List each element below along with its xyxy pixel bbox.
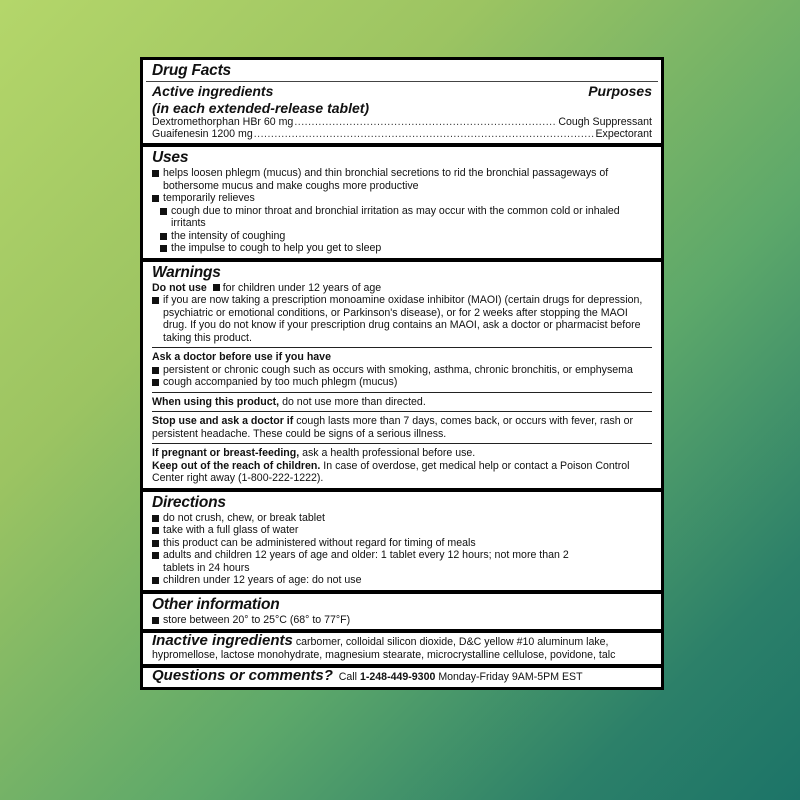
ingredient-name: Dextromethorphan HBr 60 mg xyxy=(152,116,294,128)
list-item: adults and children 12 years of age and older: 1 tablet every 12 hours; not more than 2 tablets in 24 hours xyxy=(152,549,652,574)
list-item: persistent or chronic cough such as occurs with smoking, asthma, chronic bronchitis, or emphysema xyxy=(152,364,652,377)
list-item: cough accompanied by too much phlegm (mucus) xyxy=(152,376,652,389)
inactive-ingredients-text: carbomer, colloidal silicon dioxide, D&C yellow #10 aluminum lake, hypromellose, lactose monohydrate, magnesium stearate, microcrystalline cellulose, povidone, talc xyxy=(152,636,616,661)
sub-list-item: the impulse to cough to help you get to sleep xyxy=(160,242,652,255)
ask-doctor-label: Ask a doctor before use if you have xyxy=(152,351,331,363)
questions-section xyxy=(146,668,658,687)
inactive-ingredients-section xyxy=(146,633,658,664)
keep-out-text: In case of overdose, get medical help or contact a Poison Control Center right away (1-800-222-1222). xyxy=(152,459,630,484)
warnings-section xyxy=(146,262,658,488)
active-ingredients-subheading: (in each extended-release tablet) xyxy=(152,100,370,116)
directions-heading: Directions xyxy=(152,493,226,511)
questions-heading: Questions or comments? xyxy=(152,667,333,684)
divider xyxy=(152,392,652,393)
keep-out-label: Keep out of the reach of children. xyxy=(152,459,321,472)
divider xyxy=(152,347,652,348)
call-label: Call xyxy=(338,671,358,683)
ingredient-purpose: Cough Suppressant xyxy=(558,116,652,128)
active-ingredients-heading: Active ingredients xyxy=(152,83,274,99)
leader-dots xyxy=(254,129,595,141)
do-not-use xyxy=(152,282,652,295)
stop-use-label: Stop use and ask a doctor if xyxy=(152,415,294,427)
when-using-label: When using this product, xyxy=(152,395,280,408)
purposes-heading: Purposes xyxy=(588,83,652,99)
list-item: this product can be administered without regard for timing of meals xyxy=(152,537,652,550)
ingredient-row xyxy=(152,129,652,141)
uses-heading: Uses xyxy=(152,149,189,166)
pregnant xyxy=(152,447,652,460)
list-item: take with a full glass of water xyxy=(152,524,652,537)
hours: Monday-Friday 9AM-5PM EST xyxy=(438,671,583,683)
pregnant-text: ask a health professional before use. xyxy=(302,447,476,459)
sub-list-item: cough due to minor throat and bronchial irritation as may occur with the common cold or inhaled irritants xyxy=(160,205,652,230)
ingredient-name: Guaifenesin 1200 mg xyxy=(152,127,253,140)
ingredient-purpose: Expectorant xyxy=(595,127,652,140)
drug-facts-panel xyxy=(140,57,664,690)
when-using xyxy=(152,396,652,409)
list-item: children under 12 years of age: do not use xyxy=(152,574,652,587)
list-item: store between 20° to 25°C (68° to 77°F) xyxy=(152,614,652,627)
do-not-use-item: for children under 12 years of age xyxy=(222,281,382,294)
list-item: do not crush, chew, or break tablet xyxy=(152,512,652,525)
phone-number[interactable]: 1-248-449-9300 xyxy=(359,671,436,683)
directions-section xyxy=(146,492,658,590)
sub-list-item: the intensity of coughing xyxy=(160,230,652,243)
ingredient-row xyxy=(152,117,652,129)
keep-out xyxy=(152,460,652,485)
page-title: Drug Facts xyxy=(152,62,231,79)
divider xyxy=(146,81,658,82)
when-using-text: do not use more than directed. xyxy=(282,395,426,408)
list-item: helps loosen phlegm (mucus) and thin bronchial secretions to rid the bronchial passageways of bothersome mucus and make coughs more productive xyxy=(152,167,652,192)
inactive-ingredients-heading: Inactive ingredients xyxy=(152,632,293,649)
stop-use-text: cough lasts more than 7 days, comes back, or occurs with fever, rash or persistent headache. These could be signs of a serious illness. xyxy=(152,415,634,440)
uses-section xyxy=(146,147,658,258)
bullet-icon xyxy=(213,284,220,291)
list-item: temporarily relieves xyxy=(152,192,652,205)
title-section xyxy=(146,60,658,143)
pregnant-label: If pregnant or breast-feeding, xyxy=(152,447,300,459)
leader-dots xyxy=(294,117,557,129)
other-information-section xyxy=(146,594,658,630)
stop-use xyxy=(152,415,652,440)
other-information-heading: Other information xyxy=(152,595,280,613)
divider xyxy=(152,411,652,412)
do-not-use-label: Do not use xyxy=(152,281,207,294)
list-item: if you are now taking a prescription monoamine oxidase inhibitor (MAOI) (certain drugs for depression, psychiatric or emotional conditions, or Parkinson's disease), or for 2 weeks after stopping the MAOI drug. If you do not know if your prescription drug contains an MAOI, ask a doctor or pharmacist before taking this product. xyxy=(152,294,652,344)
divider xyxy=(152,443,652,444)
warnings-heading: Warnings xyxy=(152,263,221,281)
